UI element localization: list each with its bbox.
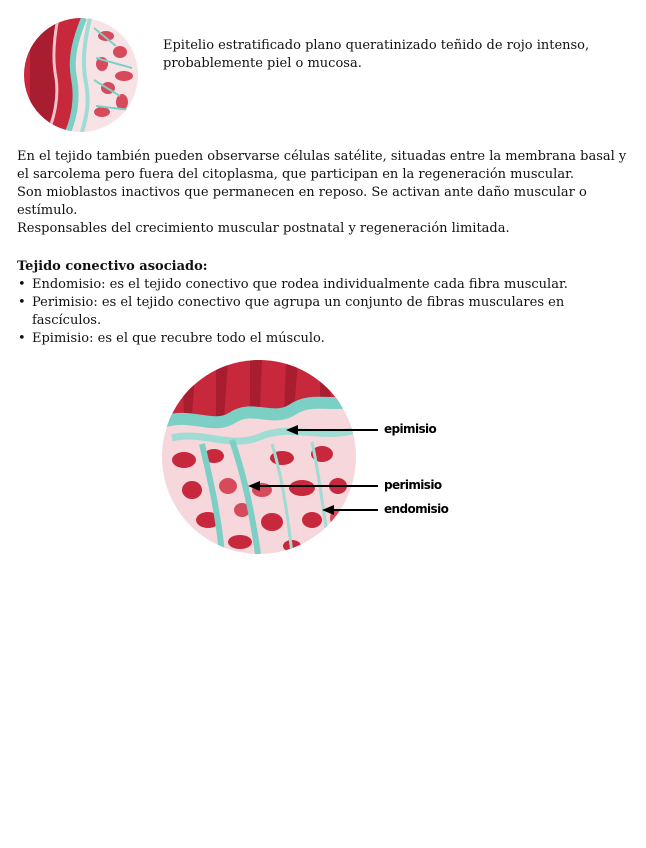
list-item [17,294,637,330]
list-item-text: Endomisio: es el tejido conectivo que rodea individualmente cada fibra muscular. [32,277,568,292]
bullet-icon: • [18,277,26,292]
paragraph-line: Son mioblastos inactivos que permanecen en reposo. Se activan ante daño muscular o estímulo. [17,185,587,218]
list-item [17,330,637,348]
list-item-text: Perimisio: es el tejido conectivo que agrupa un conjunto de fibras musculares en fascículos. [32,295,565,328]
muscle-micrograph [162,360,356,554]
connective-tissue-section [17,258,637,348]
list-item-text: Epimisio: es el que recubre todo el músculo. [32,331,325,346]
section-title: Tejido conectivo asociado: [17,259,208,274]
paragraph-line: Responsables del crecimiento muscular postnatal y regeneración limitada. [17,221,510,236]
bullet-icon: • [18,295,26,310]
paragraph-line: En el tejido también pueden observarse células satélite, situadas entre la membrana basal y el sarcolema pero fuera del citoplasma, que participan en la regeneración muscular. [17,149,627,182]
list-item [17,276,637,294]
perimisio-label: perimisio [384,478,442,492]
endomisio-label: endomisio [384,502,449,516]
connective-list [17,276,637,348]
micrograph-caption: Epitelio estratificado plano queratinizado teñido de rojo intenso, probablemente piel o mucosa. [163,38,590,71]
bullet-icon: • [18,331,26,346]
satellite-cells-paragraph [17,148,637,238]
epithelium-micrograph [24,18,138,132]
epimisio-label: epimisio [384,422,437,436]
